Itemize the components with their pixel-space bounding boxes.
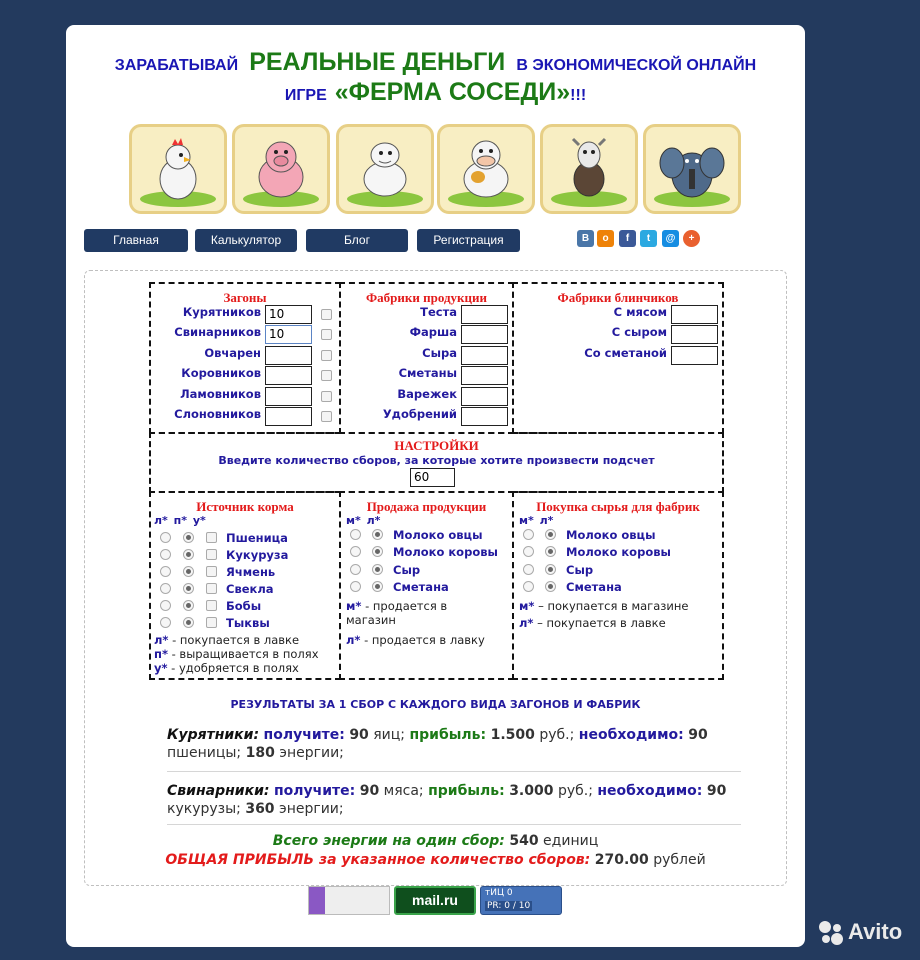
feed-source-section [149,491,341,680]
note-key: л* [519,616,534,630]
result-value: 1.500 [490,727,535,743]
results-divider [167,824,741,825]
nav-blog-button[interactable]: Блог [306,229,408,252]
headline-line-1 [66,50,805,75]
feed-radio-fields[interactable] [183,566,194,577]
sale-note [346,599,447,613]
factory-input[interactable] [461,407,508,426]
pens-heading: Загоны [223,290,267,305]
twitter-icon[interactable]: t [640,230,657,247]
factory-label: Удобрений [382,407,457,421]
odnoklassniki-icon[interactable]: о [597,230,614,247]
pen-label: Коровников [181,366,261,380]
result-label: необходимо: [578,727,684,743]
feed-radio-shop[interactable] [160,566,171,577]
factory-label: Фарша [409,325,457,339]
energy-total [85,832,786,850]
pancake-label: Со сметаной [584,346,667,360]
counter-logo-icon [309,887,325,914]
headline-text: !!! [570,87,587,104]
feed-note [154,633,299,647]
nav-calculator-button[interactable]: Калькулятор [195,229,297,252]
energy-unit: единиц [543,833,599,849]
result-value: 360 [245,801,275,817]
sale-radio-store[interactable] [350,581,361,592]
feed-radio-shop[interactable] [160,617,171,628]
note-key: м* [346,599,362,613]
sale-note [346,633,485,647]
energy-value: 540 [509,833,539,849]
result-label: получите: [273,783,356,799]
total-unit: рублей [653,852,706,868]
goat-icon [540,124,638,214]
sheepfolds-input[interactable] [265,346,312,365]
result-unit: кукурузы; [167,801,241,817]
sale-label: Молоко коровы [393,545,498,559]
result-value: 90 [688,727,708,743]
note-text: - удобряется в полях [167,661,299,675]
results-heading: РЕЗУЛЬТАТЫ ЗА 1 СБОР С КАЖДОГО ВИДА ЗАГОНОВ И ФАБРИК [230,698,641,711]
pancake-label: С сыром [611,325,667,339]
mailru-counter[interactable]: mail.ru [394,886,476,915]
result-unit: энергии; [279,745,344,761]
sale-radio-store[interactable] [350,529,361,540]
result-value: 3.000 [509,783,554,799]
vk-icon[interactable]: В [577,230,594,247]
sale-radio-store[interactable] [350,564,361,575]
cowsheds-input[interactable] [265,366,312,385]
elephant-pens-input[interactable] [265,407,312,426]
feed-label: Пшеница [226,531,288,545]
result-unit: руб.; [557,783,593,799]
page-card [66,25,805,947]
factory-label: Сметаны [398,366,457,380]
feed-radio-shop[interactable] [160,532,171,543]
chicken-icon [129,124,227,214]
total-value: 270.00 [594,852,649,868]
sale-radio-shop[interactable] [372,546,383,557]
headline-text: ИГРЕ [284,87,327,104]
result-label: прибыль: [409,727,487,743]
pen-label: Овчарен [204,346,261,360]
feed-note [154,647,319,661]
game-name: «ФЕРМА СОСЕДИ» [334,78,571,106]
feed-radio-shop[interactable] [160,583,171,594]
pancakes-heading: Фабрики блинчиков [557,290,679,305]
factory-input[interactable] [461,366,508,385]
feed-radio-fields[interactable] [183,583,194,594]
feed-radio-shop[interactable] [160,549,171,560]
product-sale-section [339,491,514,680]
headline-line-2 [66,80,805,105]
note-text: – покупается в магазине [534,599,689,613]
result-name: Курятники: [167,727,260,743]
result-label: необходимо: [597,783,703,799]
headline-text: В ЭКОНОМИЧЕСКОЙ ОНЛАЙН [516,57,757,74]
calculator-panel [84,270,787,886]
note-key: у* [154,661,168,675]
sale-label: Сыр [393,563,421,577]
buy-label: Молоко коровы [566,545,671,559]
settings-heading: НАСТРОЙКИ [394,438,479,453]
note-text: - продается в лавку [360,633,485,647]
buy-radio-shop[interactable] [545,581,556,592]
feed-checkbox-fertilize[interactable] [206,532,217,543]
pig-result [167,782,742,818]
factory-label: Теста [420,305,457,319]
feed-note [154,661,299,675]
note-text: – покупается в лавке [533,616,666,630]
pancake-input[interactable] [671,325,718,344]
result-value: 90 [359,783,380,799]
factories-section [339,282,514,434]
feed-label: Кукуруза [226,548,289,562]
feed-columns: л* п* у* [154,514,206,527]
note-key: л* [154,633,169,647]
factory-label: Сыра [422,346,457,360]
sale-radio-shop[interactable] [372,564,383,575]
pen-checkbox[interactable] [321,350,332,361]
buy-note [519,616,666,630]
feed-checkbox-fertilize[interactable] [206,549,217,560]
feed-radio-fields[interactable] [183,617,194,628]
pancake-input[interactable] [671,305,718,324]
elephant-icon [643,124,741,214]
sale-radio-store[interactable] [350,546,361,557]
buy-label: Молоко овцы [566,528,656,542]
settings-subtitle: Введите количество сборов, за которые хотите произвести подсчет [218,454,655,467]
result-unit: энергии; [279,801,344,817]
pen-label: Ламовников [180,387,261,401]
note-text: - выращивается в полях [167,647,319,661]
note-key: п* [154,647,168,661]
settings-section [149,432,724,493]
llama-pens-input[interactable] [265,387,312,406]
sheep-icon [336,124,434,214]
note-text: - продается в [361,599,448,613]
result-unit: пшеницы; [167,745,242,761]
feed-heading: Источник корма [196,499,294,514]
pen-checkbox[interactable] [321,391,332,402]
pr-value: PR: 0 / 10 [487,901,531,911]
feed-label: Ячмень [226,565,276,579]
sale-heading: Продажа продукции [366,499,487,514]
feed-checkbox-fertilize[interactable] [206,617,217,628]
buy-radio-shop[interactable] [545,546,556,557]
more-share-icon[interactable]: + [683,230,700,247]
feed-radio-fields[interactable] [183,600,194,611]
raw-purchase-section [512,491,724,680]
result-unit: яиц; [373,727,406,743]
feed-label: Тыквы [226,616,270,630]
collections-count-input[interactable]: 60 [410,468,455,487]
chicken-coops-input[interactable]: 10 [265,305,312,324]
counter-badge[interactable] [308,886,390,915]
factory-input[interactable] [461,305,508,324]
buy-note [519,599,688,613]
result-label: прибыль: [428,783,505,799]
buy-radio-store[interactable] [523,564,534,575]
pen-checkbox[interactable] [321,370,332,381]
pigsties-input[interactable]: 10 [265,325,312,344]
result-value: 180 [245,745,275,761]
result-value: 90 [349,727,369,743]
feed-checkbox-fertilize[interactable] [206,600,217,611]
pen-checkbox[interactable] [321,411,332,422]
result-unit: мяса; [383,783,424,799]
sale-radio-shop[interactable] [372,581,383,592]
sale-columns: м* л* [346,514,381,527]
note-text: - покупается в лавке [168,633,300,647]
results-divider [167,771,741,772]
buy-radio-store[interactable] [523,581,534,592]
result-name: Свинарники: [167,783,270,799]
tic-pr-counter[interactable] [480,886,562,915]
feed-label: Бобы [226,599,262,613]
watermark-text: Avito [848,919,903,944]
sale-label: Сметана [393,580,449,594]
mail-share-icon[interactable]: @ [662,230,679,247]
pancake-label: С мясом [613,305,667,319]
note-key: м* [519,599,535,613]
factory-input[interactable] [461,387,508,406]
pen-label: Слоновников [174,407,261,421]
cow-icon [437,124,535,214]
facebook-icon[interactable]: f [619,230,636,247]
headline-accent: РЕАЛЬНЫЕ ДЕНЬГИ [249,48,506,76]
avito-logo-icon [818,920,844,946]
pens-section [149,282,341,434]
chicken-result [167,726,742,762]
feed-radio-fields[interactable] [183,549,194,560]
buy-radio-store[interactable] [523,529,534,540]
result-label: получите: [263,727,345,743]
buy-radio-shop[interactable] [545,564,556,575]
buy-heading: Покупка сырья для фабрик [536,499,700,514]
total-label: ОБЩАЯ ПРИБЫЛЬ за указанное количество сборов: [165,852,591,868]
nav-register-button[interactable]: Регистрация [417,229,520,252]
pig-icon [232,124,330,214]
buy-radio-shop[interactable] [545,529,556,540]
buy-label: Сыр [566,563,594,577]
profit-total [85,851,786,869]
buy-label: Сметана [566,580,622,594]
pancake-input[interactable] [671,346,718,365]
pen-label: Курятников [182,305,261,319]
buy-radio-store[interactable] [523,546,534,557]
factory-input[interactable] [461,325,508,344]
sale-radio-shop[interactable] [372,529,383,540]
feed-radio-shop[interactable] [160,600,171,611]
result-value: 90 [706,783,727,799]
sale-label: Молоко овцы [393,528,483,542]
nav-home-button[interactable]: Главная [84,229,188,252]
feed-radio-fields[interactable] [183,532,194,543]
pancake-factories-section [512,282,724,434]
factory-label: Варежек [397,387,457,401]
feed-checkbox-fertilize[interactable] [206,583,217,594]
note-key: л* [346,633,361,647]
feed-label: Свекла [226,582,274,596]
factories-heading: Фабрики продукции [366,290,487,305]
feed-checkbox-fertilize[interactable] [206,566,217,577]
pen-checkbox[interactable] [321,309,332,320]
tic-value: тИЦ 0 [485,888,513,898]
buy-columns: м* л* [519,514,554,527]
pen-checkbox[interactable] [321,329,332,340]
energy-label: Всего энергии на один сбор: [272,833,505,849]
factory-input[interactable] [461,346,508,365]
result-unit: руб.; [539,727,575,743]
pen-label: Свинарников [174,325,261,339]
sale-note-cont: магазин [346,613,396,627]
headline-text: ЗАРАБАТЫВАЙ [114,57,239,74]
